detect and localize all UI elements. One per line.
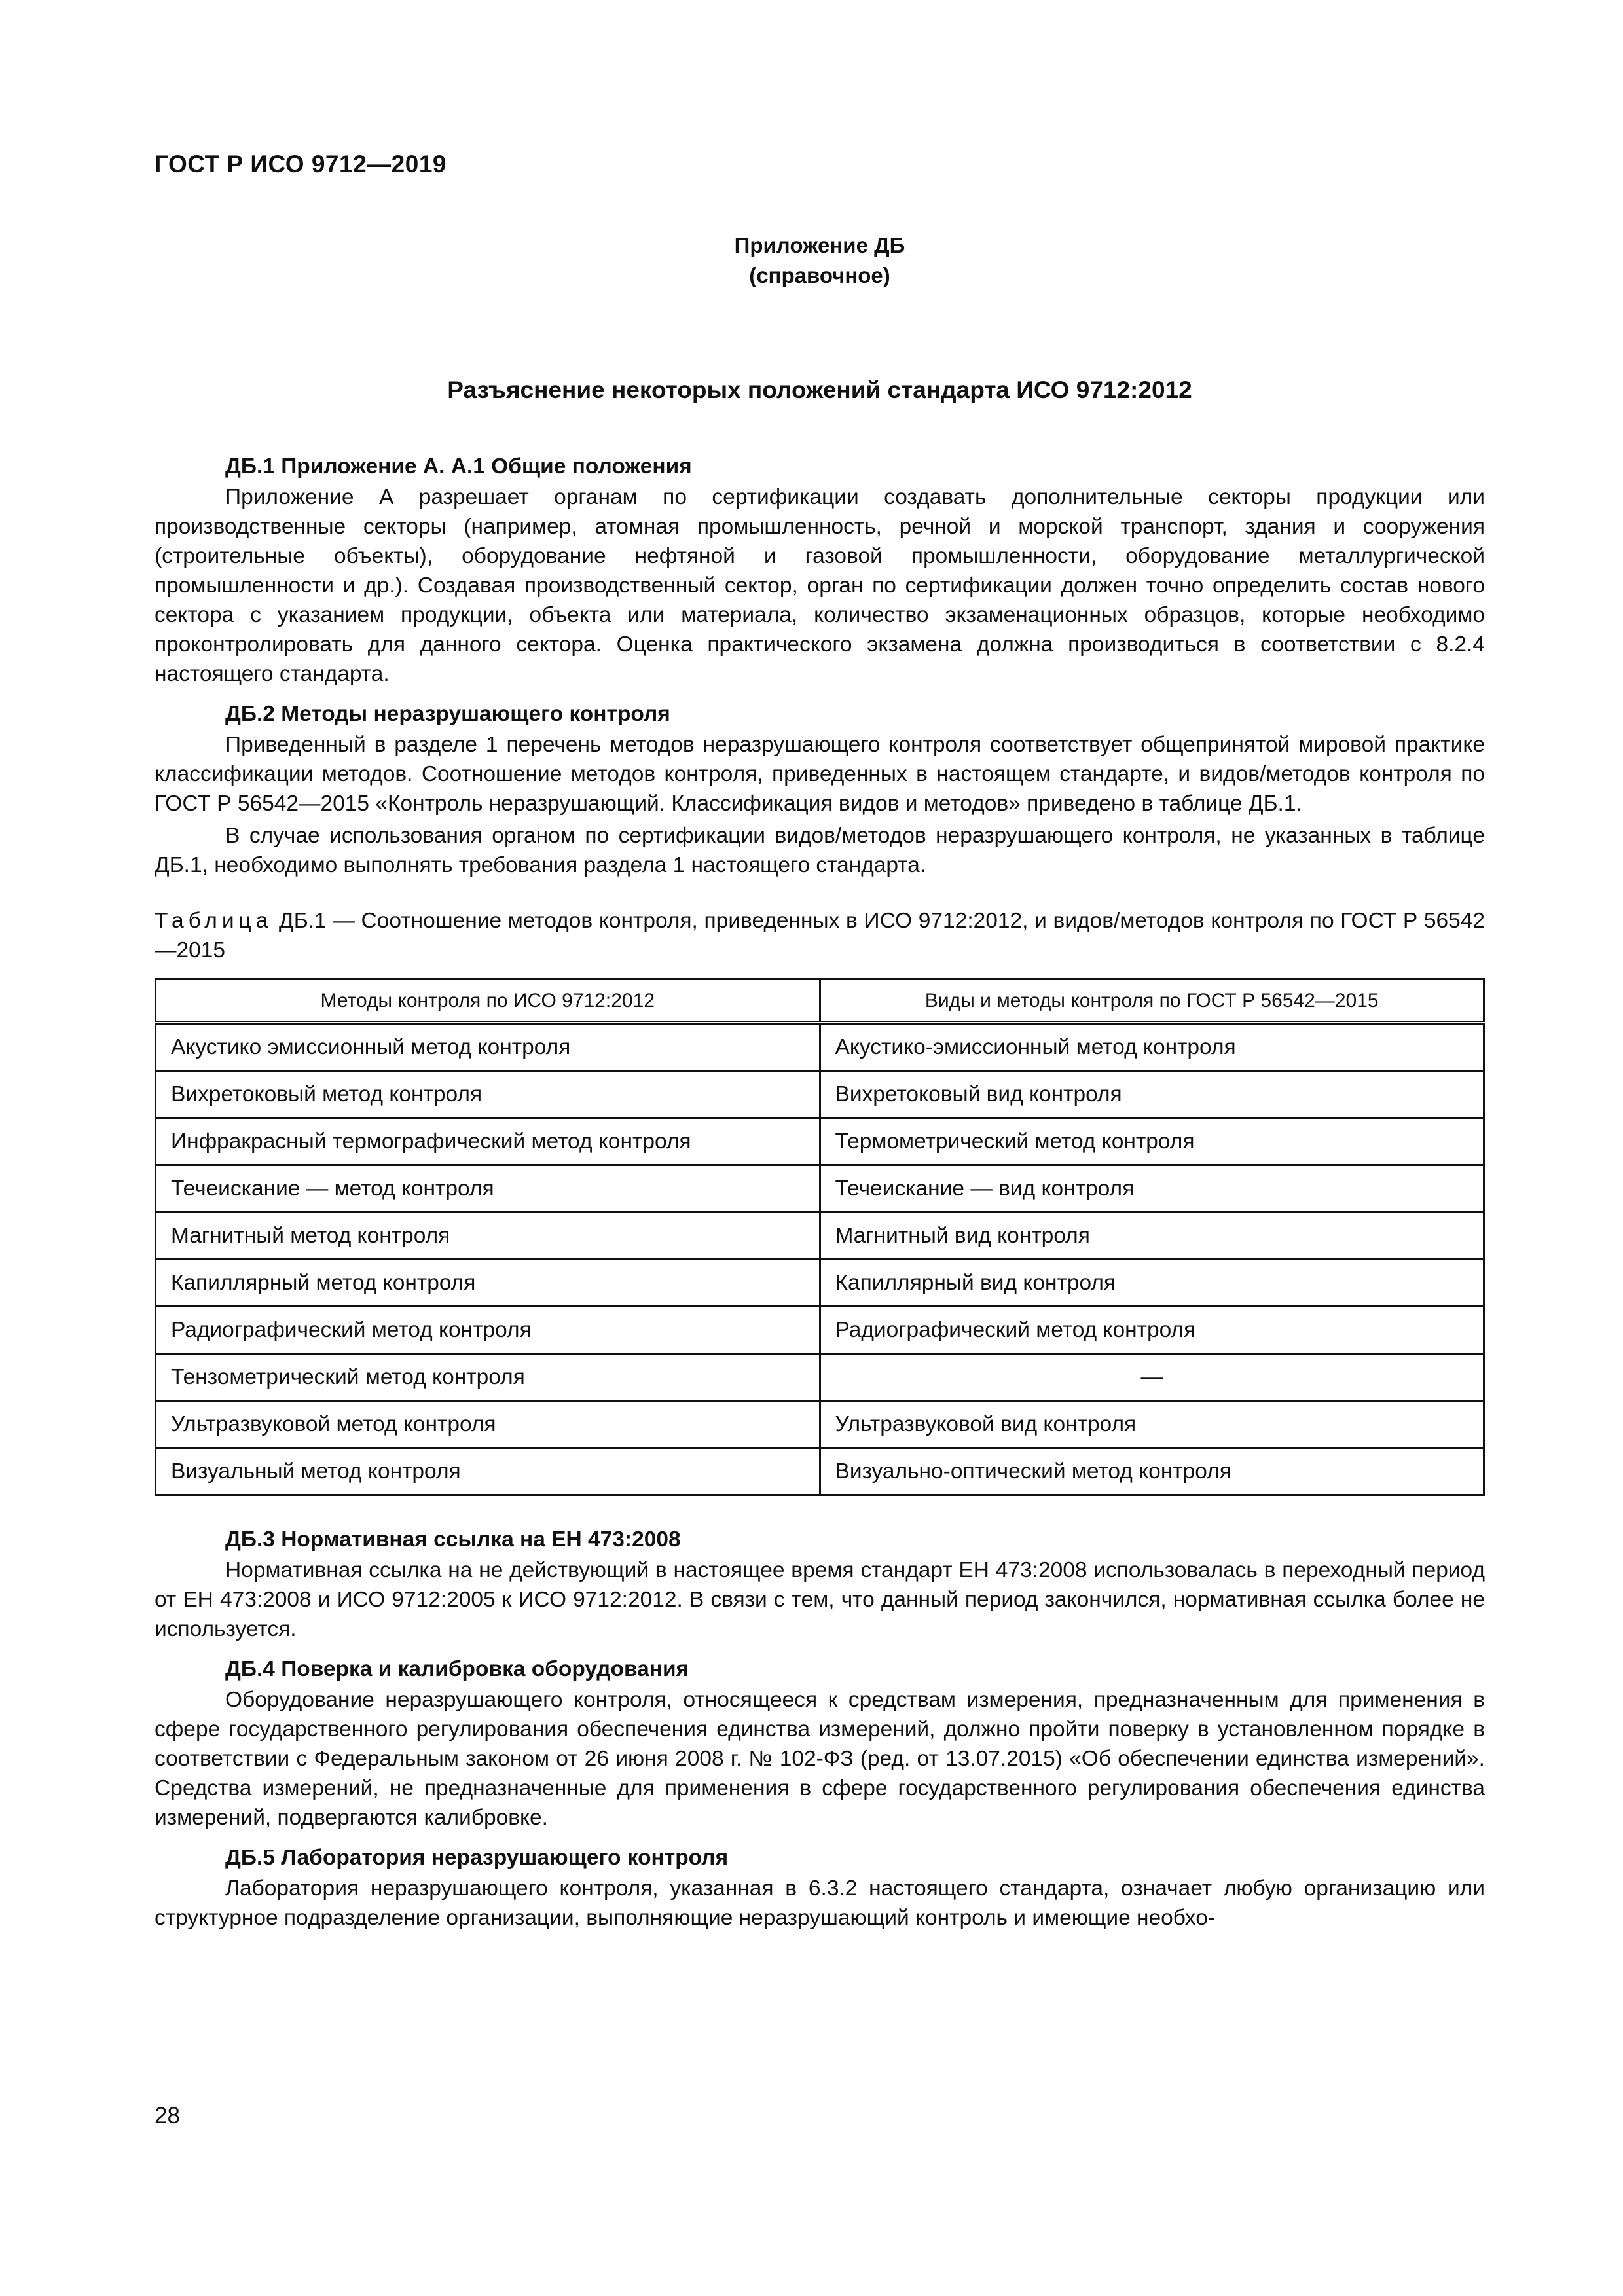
table-row [156,1401,1484,1448]
section-heading-db4: ДБ.4 Поверка и калибровка оборудования [225,1657,689,1681]
table-cell: Радиографический метод контроля [156,1307,820,1354]
appendix-heading [155,230,1485,291]
table-caption-word: Таблица [155,909,273,933]
table-cell: Течеискание — метод контроля [156,1165,820,1212]
table-cell: Акустико эмиссионный метод контроля [156,1023,820,1071]
table-header-row [156,979,1484,1023]
table-row [156,1212,1484,1260]
table-cell: Радиографический метод контроля [820,1307,1484,1354]
table-row [156,1023,1484,1071]
table-row [156,1307,1484,1354]
table-cell: Капиллярный метод контроля [156,1260,820,1307]
section-db1-paragraph: Приложение А разрешает органам по сертификации создавать дополнительные секторы продукции или производственные секторы (например, атомная промышленность, речной и морской транспорт, здания и сооружения (строительные объекты), оборудование нефтяной и газовой промышленности, оборудование металлургической промышленности и др.). Создавая производственный сектор, орган по сертификации должен точно определить состав нового сектора с указанием продукции, объекта или материала, количество экзаменационных образцов, которые необходимо проконтролировать для данного сектора. Оценка практического экзамена должна производиться в соответствии с 8.2.4 настоящего стандарта. [155,485,1485,686]
section-db3-paragraph: Нормативная ссылка на не действующий в настоящее время стандарт ЕН 473:2008 использовалась в переходный период от ЕН 473:2008 и ИСО 9712:2005 к ИСО 9712:2012. В связи с тем, что данный период закончился, нормативная ссылка более не используется. [155,1558,1485,1641]
table-caption [155,906,1485,965]
table-cell: Капиллярный вид контроля [820,1260,1484,1307]
section-db2-paragraph-2: В случае использования органом по сертификации видов/методов неразрушающего контроля, не указанных в таблице ДБ.1, необходимо выполнять требования раздела 1 настоящего стандарта. [155,824,1485,877]
section-db5-paragraph: Лаборатория неразрушающего контроля, указанная в 6.3.2 настоящего стандарта, означает любую организацию или структурное подразделение организации, выполняющие неразрушающий контроль и имеющие необхо- [155,1876,1485,1930]
table-row [156,1071,1484,1118]
table-cell: Вихретоковый метод контроля [156,1071,820,1118]
section-db2-paragraph-1: Приведенный в разделе 1 перечень методов неразрушающего контроля соответствует общепринятой мировой практике классификации методов. Соотношение методов контроля, приведенных в настоящем стандарте, и видов/методов контроля по ГОСТ Р 56542—2015 «Контроль неразрушающий. Классификация видов и методов» приведено в таблице ДБ.1. [155,733,1485,816]
table-cell: Магнитный вид контроля [820,1212,1484,1260]
table-cell: Визуальный метод контроля [156,1448,820,1495]
table-row [156,1165,1484,1212]
table-header-gost: Виды и методы контроля по ГОСТ Р 56542—2015 [820,979,1484,1023]
table-cell: Ультразвуковой метод контроля [156,1401,820,1448]
methods-table [155,978,1485,1496]
section-heading-db2: ДБ.2 Методы неразрушающего контроля [225,702,670,726]
table-row [156,1448,1484,1495]
table-cell: Инфракрасный термографический метод контроля [156,1118,820,1165]
section-heading-db1: ДБ.1 Приложение А. А.1 Общие положения [225,454,692,479]
table-cell: Вихретоковый вид контроля [820,1071,1484,1118]
table-cell: Магнитный метод контроля [156,1212,820,1260]
appendix-kind: (справочное) [749,263,890,287]
table-caption-text: ДБ.1 — Соотношение методов контроля, приведенных в ИСО 9712:2012, и видов/методов контроля по ГОСТ Р 56542—2015 [155,909,1485,962]
table-cell: Ультразвуковой вид контроля [820,1401,1484,1448]
table-cell: Тензометрический метод контроля [156,1354,820,1401]
appendix-title: Разъяснение некоторых положений стандарта ИСО 9712:2012 [447,376,1192,403]
table-header-iso: Методы контроля по ИСО 9712:2012 [156,979,820,1023]
table-row [156,1260,1484,1307]
section-heading-db3: ДБ.3 Нормативная ссылка на ЕН 473:2008 [225,1527,681,1552]
section-db4-paragraph: Оборудование неразрушающего контроля, относящееся к средствам измерения, предназначенным для применения в сфере государственного регулирования обеспечения единства измерений, должно пройти поверку в установленном порядке в соответствии с Федеральным законом от 26 июня 2008 г. № 102-ФЗ (ред. от 13.07.2015) «Об обеспечении единства измерений». Средства измерений, не предназначенные для применения в сфере государственного регулирования обеспечения единства измерений, подвергаются калибровке. [155,1688,1485,1830]
page-number: 28 [155,2103,180,2128]
table-row [156,1354,1484,1401]
table-row [156,1118,1484,1165]
table-cell: Акустико-эмиссионный метод контроля [820,1023,1484,1071]
table-cell-dash: — [820,1354,1484,1401]
appendix-label: Приложение ДБ [734,233,905,257]
section-heading-db5: ДБ.5 Лаборатория неразрушающего контроля [225,1846,729,1870]
document-header: ГОСТ Р ИСО 9712—2019 [155,151,447,177]
document-body [155,452,1485,1935]
table-cell: Течеискание — вид контроля [820,1165,1484,1212]
table-cell: Визуально-оптический метод контроля [820,1448,1484,1495]
table-cell: Термометрический метод контроля [820,1118,1484,1165]
